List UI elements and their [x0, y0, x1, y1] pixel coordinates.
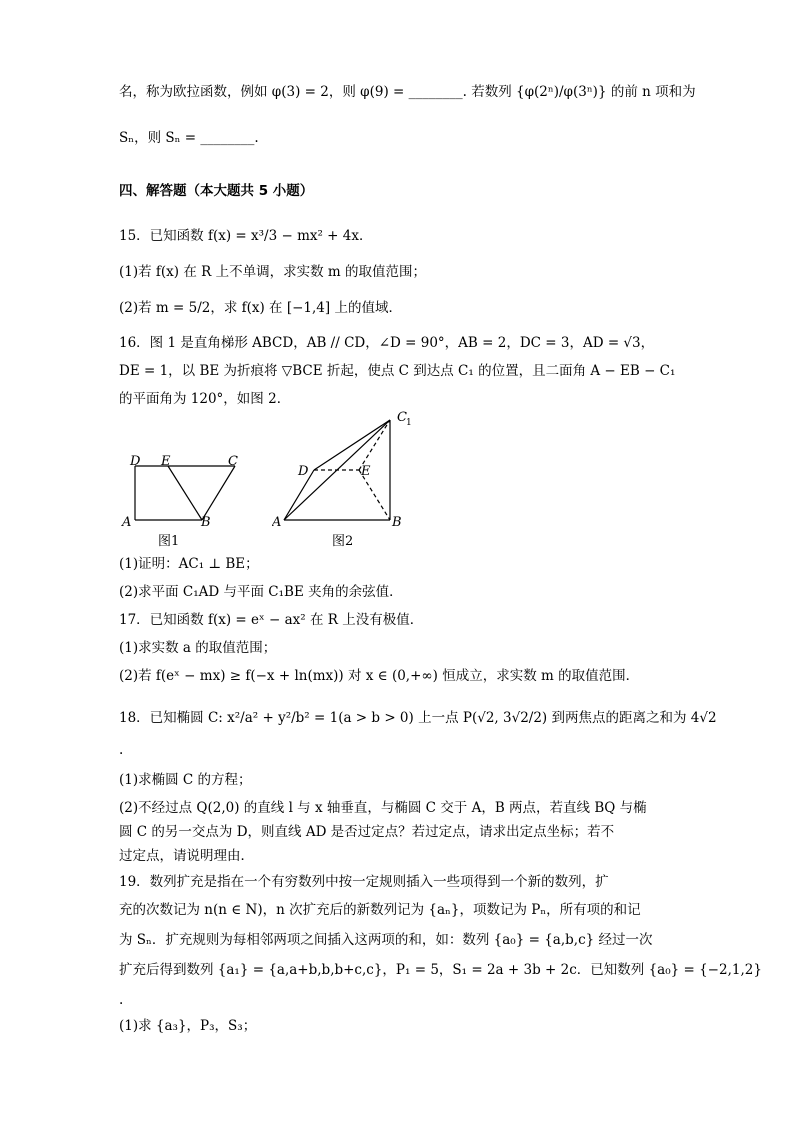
label-b: B — [392, 515, 402, 530]
question-18-dot: . — [119, 742, 124, 758]
question-16-part-1: (1)证明：AC₁ ⊥ BE； — [119, 556, 259, 572]
question-16: 16．图 1 是直角梯形 ABCD，AB // CD，∠D = 90°，AB = 2，DC = 3，AD = √3， — [119, 335, 655, 351]
question-15-part-1: (1)若 f(x) 在 R 上不单调，求实数 m 的取值范围； — [119, 264, 426, 280]
question-18: 18．已知椭圆 C: x²/a² + y²/b² = 1(a > b > 0) 上一点 P(√2, 3√2/2) 到两焦点的距离之和为 4√2 — [119, 710, 717, 726]
figure-2-caption: 图2 — [332, 534, 354, 549]
question-18-part-1: (1)求椭圆 C 的方程； — [119, 772, 252, 788]
section-heading: 四、解答题（本大题共 5 小题） — [119, 183, 314, 199]
label-c1-subscript: 1 — [406, 418, 412, 428]
question-19-line-2: 充的次数记为 n(n ∈ N)，n 次扩充后的新数列记为 {aₙ}，项数记为 Pₙ，所有项的和记 — [119, 902, 641, 918]
question-18-part-2-line-2: 圆 C 的另一交点为 D，则直线 AD 是否过定点？若过定点，请求出定点坐标；若不 — [119, 824, 615, 840]
text-line: Sₙ，则 Sₙ = ________. — [119, 130, 259, 146]
label-e: E — [361, 464, 371, 479]
question-15-part-2: (2)若 m = 5/2，求 f(x) 在 [−1,4] 上的值域． — [119, 300, 402, 316]
figure-1-caption: 图1 — [158, 534, 180, 549]
question-18-part-2: (2)不经过点 Q(2,0) 的直线 l 与 x 轴垂直，与椭圆 C 交于 A，B 两点，若直线 BQ 与椭 — [119, 800, 647, 816]
label-a: A — [272, 515, 282, 530]
question-15: 15．已知函数 f(x) = x³/3 − mx² + 4x． — [119, 228, 373, 244]
label-a: A — [122, 515, 132, 530]
question-19-dot: . — [119, 992, 124, 1008]
question-16-line-2: DE = 1，以 BE 为折痕将 ▽BCE 折起，使点 C 到达点 C₁ 的位置，且二面角 A − EB − C₁ — [119, 363, 676, 379]
question-19-part-1: (1)求 {a₃}，P₃，S₃； — [119, 1018, 257, 1034]
question-17-part-2: (2)若 f(eˣ − mx) ≥ f(−x + ln(mx)) 对 x ∈ (0,+∞) 恒成立，求实数 m 的取值范围． — [119, 668, 640, 684]
question-17: 17．已知函数 f(x) = eˣ − ax² 在 R 上没有极值． — [119, 612, 424, 628]
text-line: 名，称为欧拉函数，例如 φ(3) = 2，则 φ(9) = ________. 若数列 {φ(2ⁿ)/φ(3ⁿ)} 的前 n 项和为 — [119, 84, 696, 100]
question-19-line-4: 扩充后得到数列 {a₁} = {a,a+b,b,b+c,c}，P₁ = 5，S₁ = 2a + 3b + 2c．已知数列 {a₀} = {−2,1,2} — [119, 962, 762, 978]
question-18-part-2-line-3: 过定点，请说明理由． — [119, 848, 254, 864]
label-d: D — [298, 464, 309, 479]
label-d: D — [130, 454, 141, 469]
label-e: E — [161, 454, 171, 469]
question-19: 19．数列扩充是指在一个有穷数列中按一定规则插入一些项得到一个新的数列，扩 — [119, 874, 609, 890]
question-16-line-3: 的平面角为 120°，如图 2． — [119, 391, 291, 407]
question-16-part-2: (2)求平面 C₁AD 与平面 C₁BE 夹角的余弦值． — [119, 584, 403, 600]
figure-2-solid — [272, 406, 422, 550]
question-17-part-1: (1)求实数 a 的取值范围； — [119, 640, 277, 656]
figure-1-trapezoid — [110, 446, 260, 550]
label-b: B — [201, 515, 211, 530]
question-19-line-3: 为 Sₙ．扩充规则为每相邻两项之间插入这两项的和，如：数列 {a₀} = {a,b,c} 经过一次 — [119, 932, 653, 948]
label-c1: C — [397, 410, 407, 425]
label-c: C — [228, 454, 238, 469]
